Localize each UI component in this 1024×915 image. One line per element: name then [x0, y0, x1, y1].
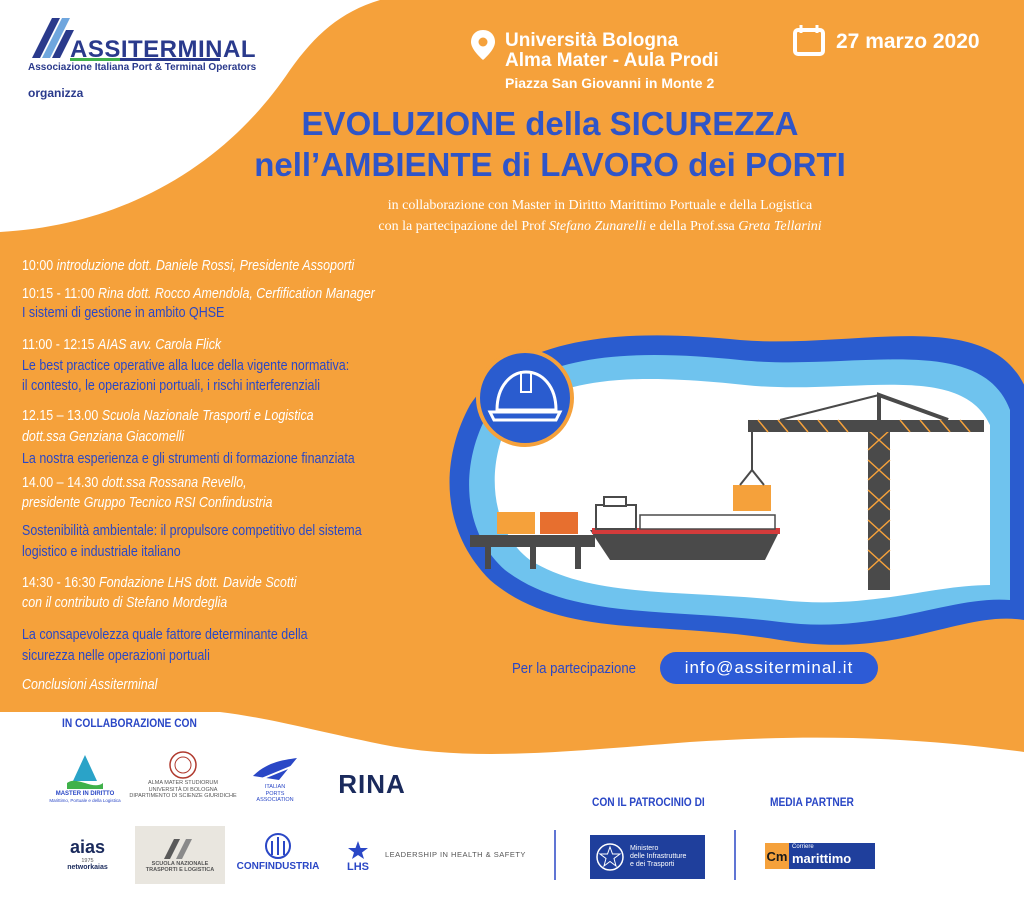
program-item-3: 11:00 - 12:15 AIAS avv. Carola Flick — [22, 337, 222, 353]
program-item-6-topic-2: sicurezza nelle operazioni portuali — [22, 648, 210, 664]
assiterminal-logo-subtitle: Associazione Italiana Port & Terminal Operators — [28, 62, 257, 73]
patronage-section-title: CON IL PATROCINIO DI — [592, 795, 705, 809]
program-item-5-topic-2: logistico e industriale italiano — [22, 544, 181, 560]
event-date: 27 marzo 2020 — [836, 30, 980, 53]
ports-swoosh-icon — [249, 754, 301, 784]
location-address: Piazza San Giovanni in Monte 2 — [505, 75, 715, 91]
confindustria-mark-icon — [261, 831, 295, 861]
location-line2: Alma Mater - Aula Prodi — [505, 50, 719, 71]
corriere-marittimo-logo: Cm Corriere marittimo — [765, 843, 875, 869]
ship-bridge — [596, 505, 636, 529]
professor-2: Greta Tellarini — [738, 219, 822, 234]
program-item-5: 14.00 – 14.30 dott.ssa Rossana Revello, — [22, 475, 247, 491]
conclusion: Conclusioni Assiterminal — [22, 677, 158, 693]
program-item-4-speaker: dott.ssa Genziana Giacomelli — [22, 429, 185, 445]
collaboration-line2: con la partecipazione del Prof Stefano Zunarelli e della Prof.ssa Greta Tellarini — [378, 219, 822, 234]
crane-tower — [868, 420, 890, 590]
aias-logo: aias 1975 networkaias — [67, 836, 108, 872]
program-item-1: 10:00 introduzione dott. Daniele Rossi, Presidente Assoporti — [22, 258, 355, 274]
collaboration-line1: in collaborazione con Master in Diritto Marittimo Portuale e della Logistica — [387, 198, 813, 213]
event-title-line2: nell’AMBIENTE di LAVORO dei PORTI — [254, 146, 846, 183]
master-wave-icon — [63, 751, 107, 791]
italian-ports-logo: ITALIAN PORTS ASSOCIATION — [245, 748, 305, 810]
ministry-logo: Ministero delle Infrastrutture e dei Trasporti — [590, 835, 705, 879]
confindustria-logo: CONFINDUSTRIA — [228, 826, 328, 876]
pier — [470, 535, 595, 547]
program-item-2-topic: I sistemi di gestione in ambito QHSE — [22, 305, 225, 321]
program-item-3-topic-2: il contesto, le operazioni portuali, i rischi interferenziali — [22, 378, 321, 394]
program-item-2: 10:15 - 11:00 Rina dott. Rocco Amendola, Cerfification Manager — [22, 286, 375, 302]
republic-emblem-icon — [594, 841, 626, 873]
container-2 — [540, 512, 578, 534]
scuola-nazionale-logo: SCUOLA NAZIONALE TRASPORTI E LOGISTICA — [135, 826, 225, 884]
crane-container — [733, 485, 771, 511]
container-1 — [497, 512, 535, 534]
lhs-logo: LHS — [338, 832, 378, 880]
snt-mark-icon — [160, 837, 200, 861]
email-button[interactable]: info@assiterminal.it — [660, 652, 878, 684]
lhs-star-icon — [346, 839, 370, 861]
helmet-circle — [478, 351, 572, 445]
organizes-label: organizza — [28, 86, 84, 100]
cm-mark: Cm — [765, 843, 789, 869]
program-item-6-topic-1: La consapevolezza quale fattore determinante della — [22, 627, 308, 643]
rina-logo: RINA — [338, 768, 406, 799]
program-item-6: 14:30 - 16:30 Fondazione LHS dott. Davide Scotti — [22, 575, 297, 591]
ship-hull — [590, 530, 780, 560]
media-partner-title: MEDIA PARTNER — [770, 795, 854, 809]
location-line1: Università Bologna — [505, 30, 679, 51]
assiterminal-logo-mark — [32, 18, 74, 58]
program-item-5-topic-1: Sostenibilità ambientale: il propulsore competitivo del sistema — [22, 523, 362, 539]
program-item-5-speaker: presidente Gruppo Tecnico RSI Confindustria — [22, 495, 273, 511]
program-item-4: 12.15 – 13.00 Scuola Nazionale Trasporti e Logistica — [22, 408, 314, 424]
program-item-4-topic: La nostra esperienza e gli strumenti di formazione finanziata — [22, 451, 355, 467]
professor-1: Stefano Zunarelli — [549, 219, 647, 234]
unibo-seal-icon — [168, 750, 198, 780]
participation-label: Per la partecipazione — [512, 660, 637, 677]
unibo-logo: ALMA MATER STUDIORUM UNIVERSITÀ DI BOLOGNA DIPARTIMENTO DI SCIENZE GIURIDICHE — [128, 745, 238, 805]
lhs-tagline: LEADERSHIP IN HEALTH & SAFETY — [385, 850, 526, 859]
program-item-6-speaker: con il contributo di Stefano Mordeglia — [22, 595, 228, 611]
master-logo: MASTER IN DIRITTO Marittimo, Portuale e della Logistica — [45, 742, 125, 812]
event-title-line1: EVOLUZIONE della SICUREZZA — [301, 105, 799, 142]
program-item-3-topic-1: Le best practice operative alla luce della vigente normativa: — [22, 358, 350, 374]
collaboration-section-title: IN COLLABORAZIONE CON — [62, 716, 197, 730]
assiterminal-logo-name: ASSITERMINAL — [70, 36, 256, 63]
